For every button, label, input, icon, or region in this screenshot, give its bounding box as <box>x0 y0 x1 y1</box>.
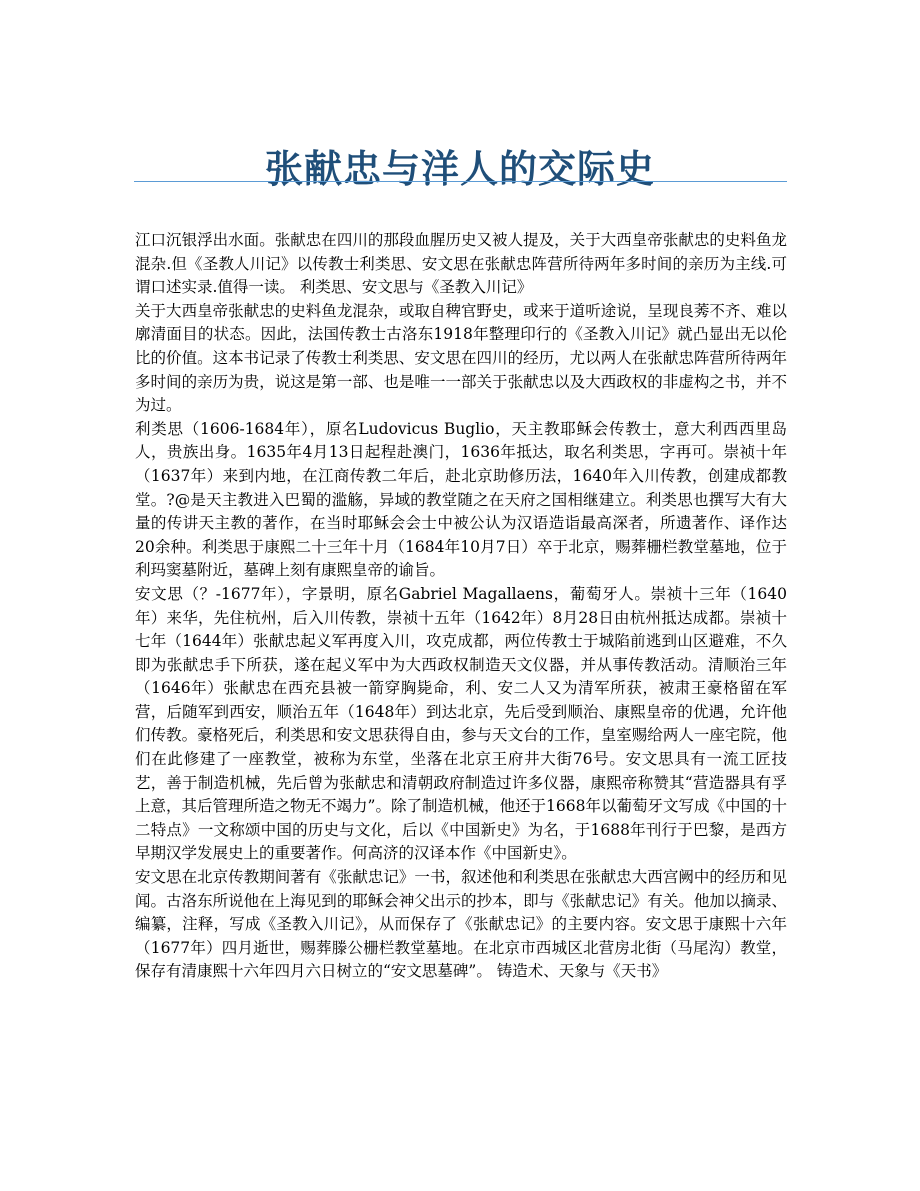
paragraph: 利类思（1606-1684年），原名Ludovicus Buglio，天主教耶稣会传教士，意大利西西里岛人，贵族出身。1635年4月13日起程赴澳门，1636年抵达，取名利类思，字再可。崇祯十年（1637年）来到内地，在江商传教二年后，赴北京助修历法，1640年入川传教，创建成都教堂。?@是天主教进入巴蜀的滥觞，异域的教堂随之在天府之国相继建立。利类思也撰写大有大量的传讲天主教的著作，在当时耶稣会会士中被公认为汉语造诣最高深者，所遗著作、译作达20余种。利类思于康熙二十三年十月（1684年10月7日）卒于北京，赐葬栅栏教堂墓地，位于利玛窦墓附近，墓碑上刻有康熙皇帝的谕旨。 <box>135 419 787 580</box>
paragraph: 安文思（？-1677年），字景明，原名Gabriel Magallaens，葡萄牙人。崇祯十三年（1640年）来华，先住杭州，后入川传教，崇祯十五年（1642年）8月28日由杭州抵达成都。崇祯十七年（1644年）张献忠起义军再度入川，攻克成都，两位传教士于城陷前逃到山区避难，不久即为张献忠手下所获，遂在起义军中为大西政权制造天文仪器，并从事传教活动。清顺治三年（1646年）张献忠在西充县被一箭穿胸毙命，利、安二人又为清军所获，被肃王豪格留在军营，后随军到西安，顺治五年（1648年）到达北京，先后受到顺治、康熙皇帝的优遇，允许他们传教。豪格死后，利类思和安文思获得自由，参与天文台的工作，皇室赐给两人一座宅院，他们在此修建了一座教堂，被称为东堂，坐落在北京王府井大街76号。安文思具有一流工匠技艺，善于制造机械，先后曾为张献忠和清朝政府制造过许多仪器，康熙帝称赞其“营造器具有孚上意，其后管理所造之物无不竭力”。除了制造机械，他还于1668年以葡萄牙文写成《中国的十二特点》一文称颂中国的历史与文化，后以《中国新史》为名，于1688年刊行于巴黎，是西方早期汉学发展史上的重要著作。何高济的汉译本作《中国新史》。 <box>135 584 787 863</box>
title-divider <box>134 181 787 182</box>
article-body <box>135 229 787 984</box>
paragraph: 江口沉银浮出水面。张献忠在四川的那段血腥历史又被人提及，关于大西皇帝张献忠的史料鱼龙混杂.但《圣教人川记》以传教士利类思、安文思在张献忠阵营所待两年多时间的亲历为主线.可谓口述实录.值得一读。 利类思、安文思与《圣教入川记》 <box>135 231 787 297</box>
paragraph: 关于大西皇帝张献忠的史料鱼龙混杂，或取自稗官野史，或来于道听途说，呈现良莠不齐、难以廓清面目的状态。因此，法国传教士古洛东1918年整理印行的《圣教入川记》就凸显出无以伦比的价值。这本书记录了传教士利类思、安文思在四川的经历，尤以两人在张献忠阵营所待两年多时间的亲历为贵，说这是第一部、也是唯一一部关于张献忠以及大西政权的非虚构之书，并不为过。 <box>135 301 787 415</box>
paragraph: 安文思在北京传教期间著有《张献忠记》一书，叙述他和利类思在张献忠大西宫阙中的经历和见闻。古洛东所说他在上海见到的耶稣会神父出示的抄本，即与《张献忠记》有关。他加以摘录、编纂，注释，写成《圣教入川记》，从而保存了《张献忠记》的主要内容。安文思于康熙十六年（1677年）四月逝世，赐葬滕公栅栏教堂墓地。在北京市西城区北营房北街（马尾沟）教堂，保存有清康熙十六年四月六日树立的“安文思墓碑”。 铸造术、天象与《天书》 <box>135 868 787 981</box>
page-title: 张献忠与洋人的交际史 <box>264 147 655 192</box>
